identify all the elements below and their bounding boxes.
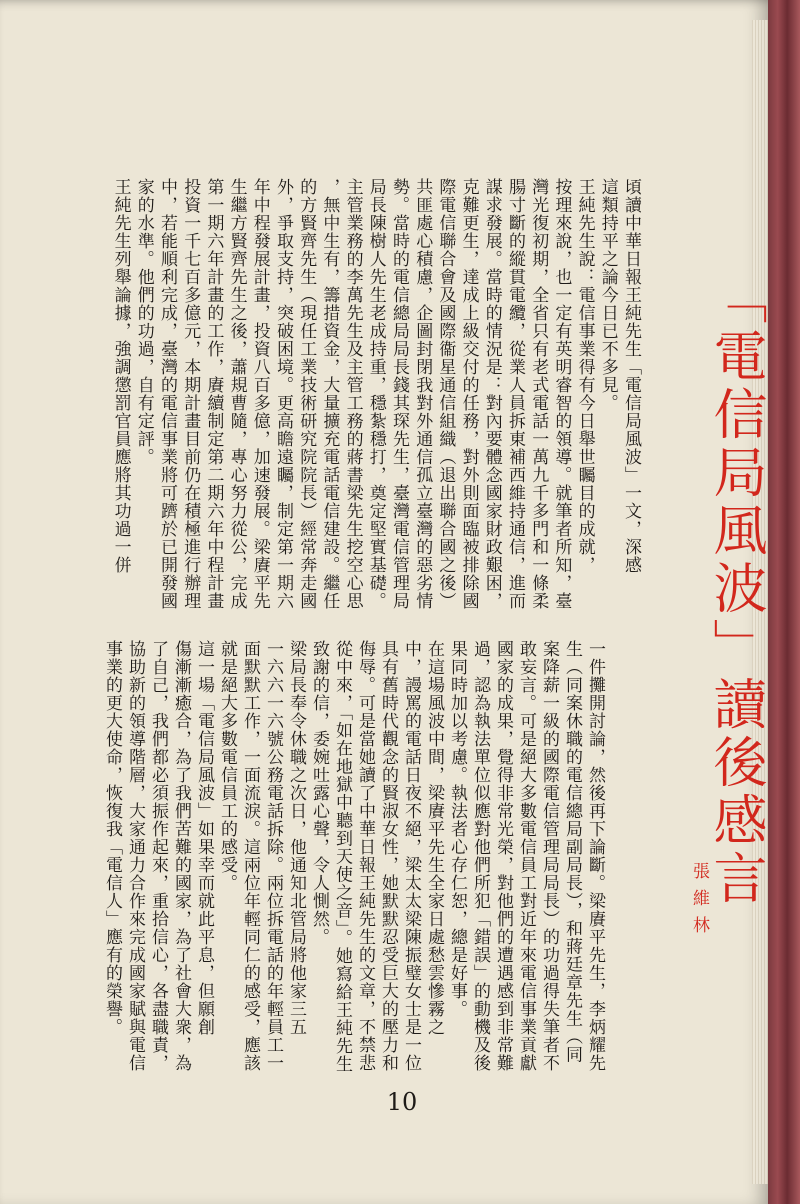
text-column: 侮辱。可是當她讀了中華日報王純先生的文章，不禁悲	[355, 640, 375, 1072]
text-column: 際電信聯合會及國際衞星通信組織（退出聯合國之後）	[435, 178, 456, 610]
text-column: 一六六一六號公務電話拆除。兩位拆電話的年輕員工一	[263, 640, 283, 1072]
text-column: 致謝的信，委婉吐露心聲，令人惻然。	[309, 640, 329, 946]
text-column: 局長陳樹人先生老成持重，穩紮穩打，奠定堅實基礎。	[365, 178, 386, 610]
text-column: 過，認為執法單位似應對他們所犯「錯誤」的動機及後	[470, 640, 490, 1072]
page-number: 10	[386, 1088, 418, 1116]
text-column: 共匪處心積慮，企圖封閉我對外通信孤立臺灣的惡劣情	[412, 178, 433, 610]
text-column: 一件攤開討論，然後再下論斷。梁賡平先生，李炳耀先	[585, 640, 605, 1072]
text-column: 勢。當時的電信總局局長錢其琛先生，臺灣電信管理局	[389, 178, 409, 610]
text-column: 按理來說，也一定有英明睿智的領導。就筆者所知，臺	[551, 178, 572, 610]
text-column: 果同時加以考慮。執法者心存仁恕，總是好事。	[447, 640, 467, 1018]
text-column: 第一期六年計畫的工作，賡續制定第二期六年中程計畫	[203, 178, 224, 610]
text-column: 生繼方賢齊先生之後，蕭規曹隨，專心努力從公，完成	[226, 178, 247, 610]
text-column: 年中程發展計畫，投資八百多億，加速發展。梁賡平先	[249, 178, 270, 610]
text-column: 敢妄言。可是絕大多數電信員工對近年來電信事業貢獻	[516, 640, 536, 1072]
text-column: 就是絕大多數電信員工的感受。	[217, 640, 237, 892]
author-name: 張維林	[689, 862, 709, 943]
text-column: 灣光復初期，全省只有老式電話一萬九千多門和一條柔	[528, 178, 549, 610]
book-cover-edge	[768, 0, 800, 1204]
text-column: 從中來，「如在地獄中聽到天使之音」。她寫給王純先生	[332, 640, 352, 1073]
text-column: 生（同案休職的電信總局副局長），和蔣廷章先生（同	[562, 640, 582, 1064]
text-column: 中，若能順利完成，臺灣的電信事業將可躋於已開發國	[157, 178, 177, 610]
text-column: 謀求發展。當時的情況是：對內要體念國家財政艱困，	[481, 178, 502, 610]
text-column: 事業的更大使命，恢復我「電信人」應有的榮譽。	[102, 640, 122, 1036]
text-column: 腸寸斷的縱貫電纜，從業人員拆東補西維持通信，進而	[505, 178, 525, 610]
text-column: 梁局長奉令休職之次日，他通知北管局將他家三五	[286, 640, 306, 1036]
text-column: 的方賢齊先生（現任工業技術研究院院長）經常奔走國	[296, 178, 317, 610]
text-column: 王純先生列舉論據，強調懲罰官員應將其功過一併	[110, 178, 131, 574]
text-column: 外，爭取支持，突破困境。更高瞻遠矚，制定第一期六	[273, 178, 293, 610]
text-column: 了自己，我們都必須振作起來，重拾信心，各盡職責，	[148, 640, 168, 1072]
text-column: 案降薪一級的國際電信管理局局長）的功過得失筆者不	[539, 640, 559, 1072]
text-column: 主管業務的李萬先生及主管工務的蔣書梁先生挖空心思	[342, 178, 363, 610]
article-title: 「電信局風波」讀後感言	[705, 270, 768, 908]
text-column: 這一場「電信局風波」如果幸而就此平息，但願創	[194, 640, 214, 1036]
text-column: 投資一千七百多億元，本期計畫目前仍在積極進行辦理	[180, 178, 201, 610]
text-column: ，無中生有，籌措資金，大量擴充電話電信建設。繼任	[319, 178, 340, 610]
text-column: 傷漸漸癒合，為了我們苦難的國家，為了社會大衆，為	[171, 640, 191, 1072]
text-column: 具有舊時代觀念的賢淑女性，她默默忍受巨大的壓力和	[378, 640, 398, 1072]
text-column: 中，謾罵的電話日夜不絕，梁太太梁陳振璧女士是一位	[401, 640, 421, 1072]
text-column: 協助新的領導階層，大家通力合作來完成國家賦與電信	[125, 640, 145, 1072]
text-column: 這類持平之論今日已不多見。	[597, 178, 618, 412]
text-column: 面默默工作，一面流淚。這兩位年輕同仁的感受，應該	[240, 640, 260, 1072]
text-column: 克難更生，達成上級交付的任務，對外則面臨被排除國	[458, 178, 479, 610]
text-column: 國家的成果，覺得非常光榮，對他們的遭遇感到非常難	[493, 640, 513, 1072]
text-column: 家的水準。他們的功過，自有定評。	[133, 178, 154, 466]
text-column: 頃讀中華日報王純先生「電信局風波」一文，深感	[621, 178, 641, 574]
text-column: 王純先生說：電信事業得有今日舉世矚目的成就，	[574, 178, 595, 574]
text-column: 在這場風波中間，梁賡平先生全家日處愁雲慘霧之	[424, 640, 444, 1036]
